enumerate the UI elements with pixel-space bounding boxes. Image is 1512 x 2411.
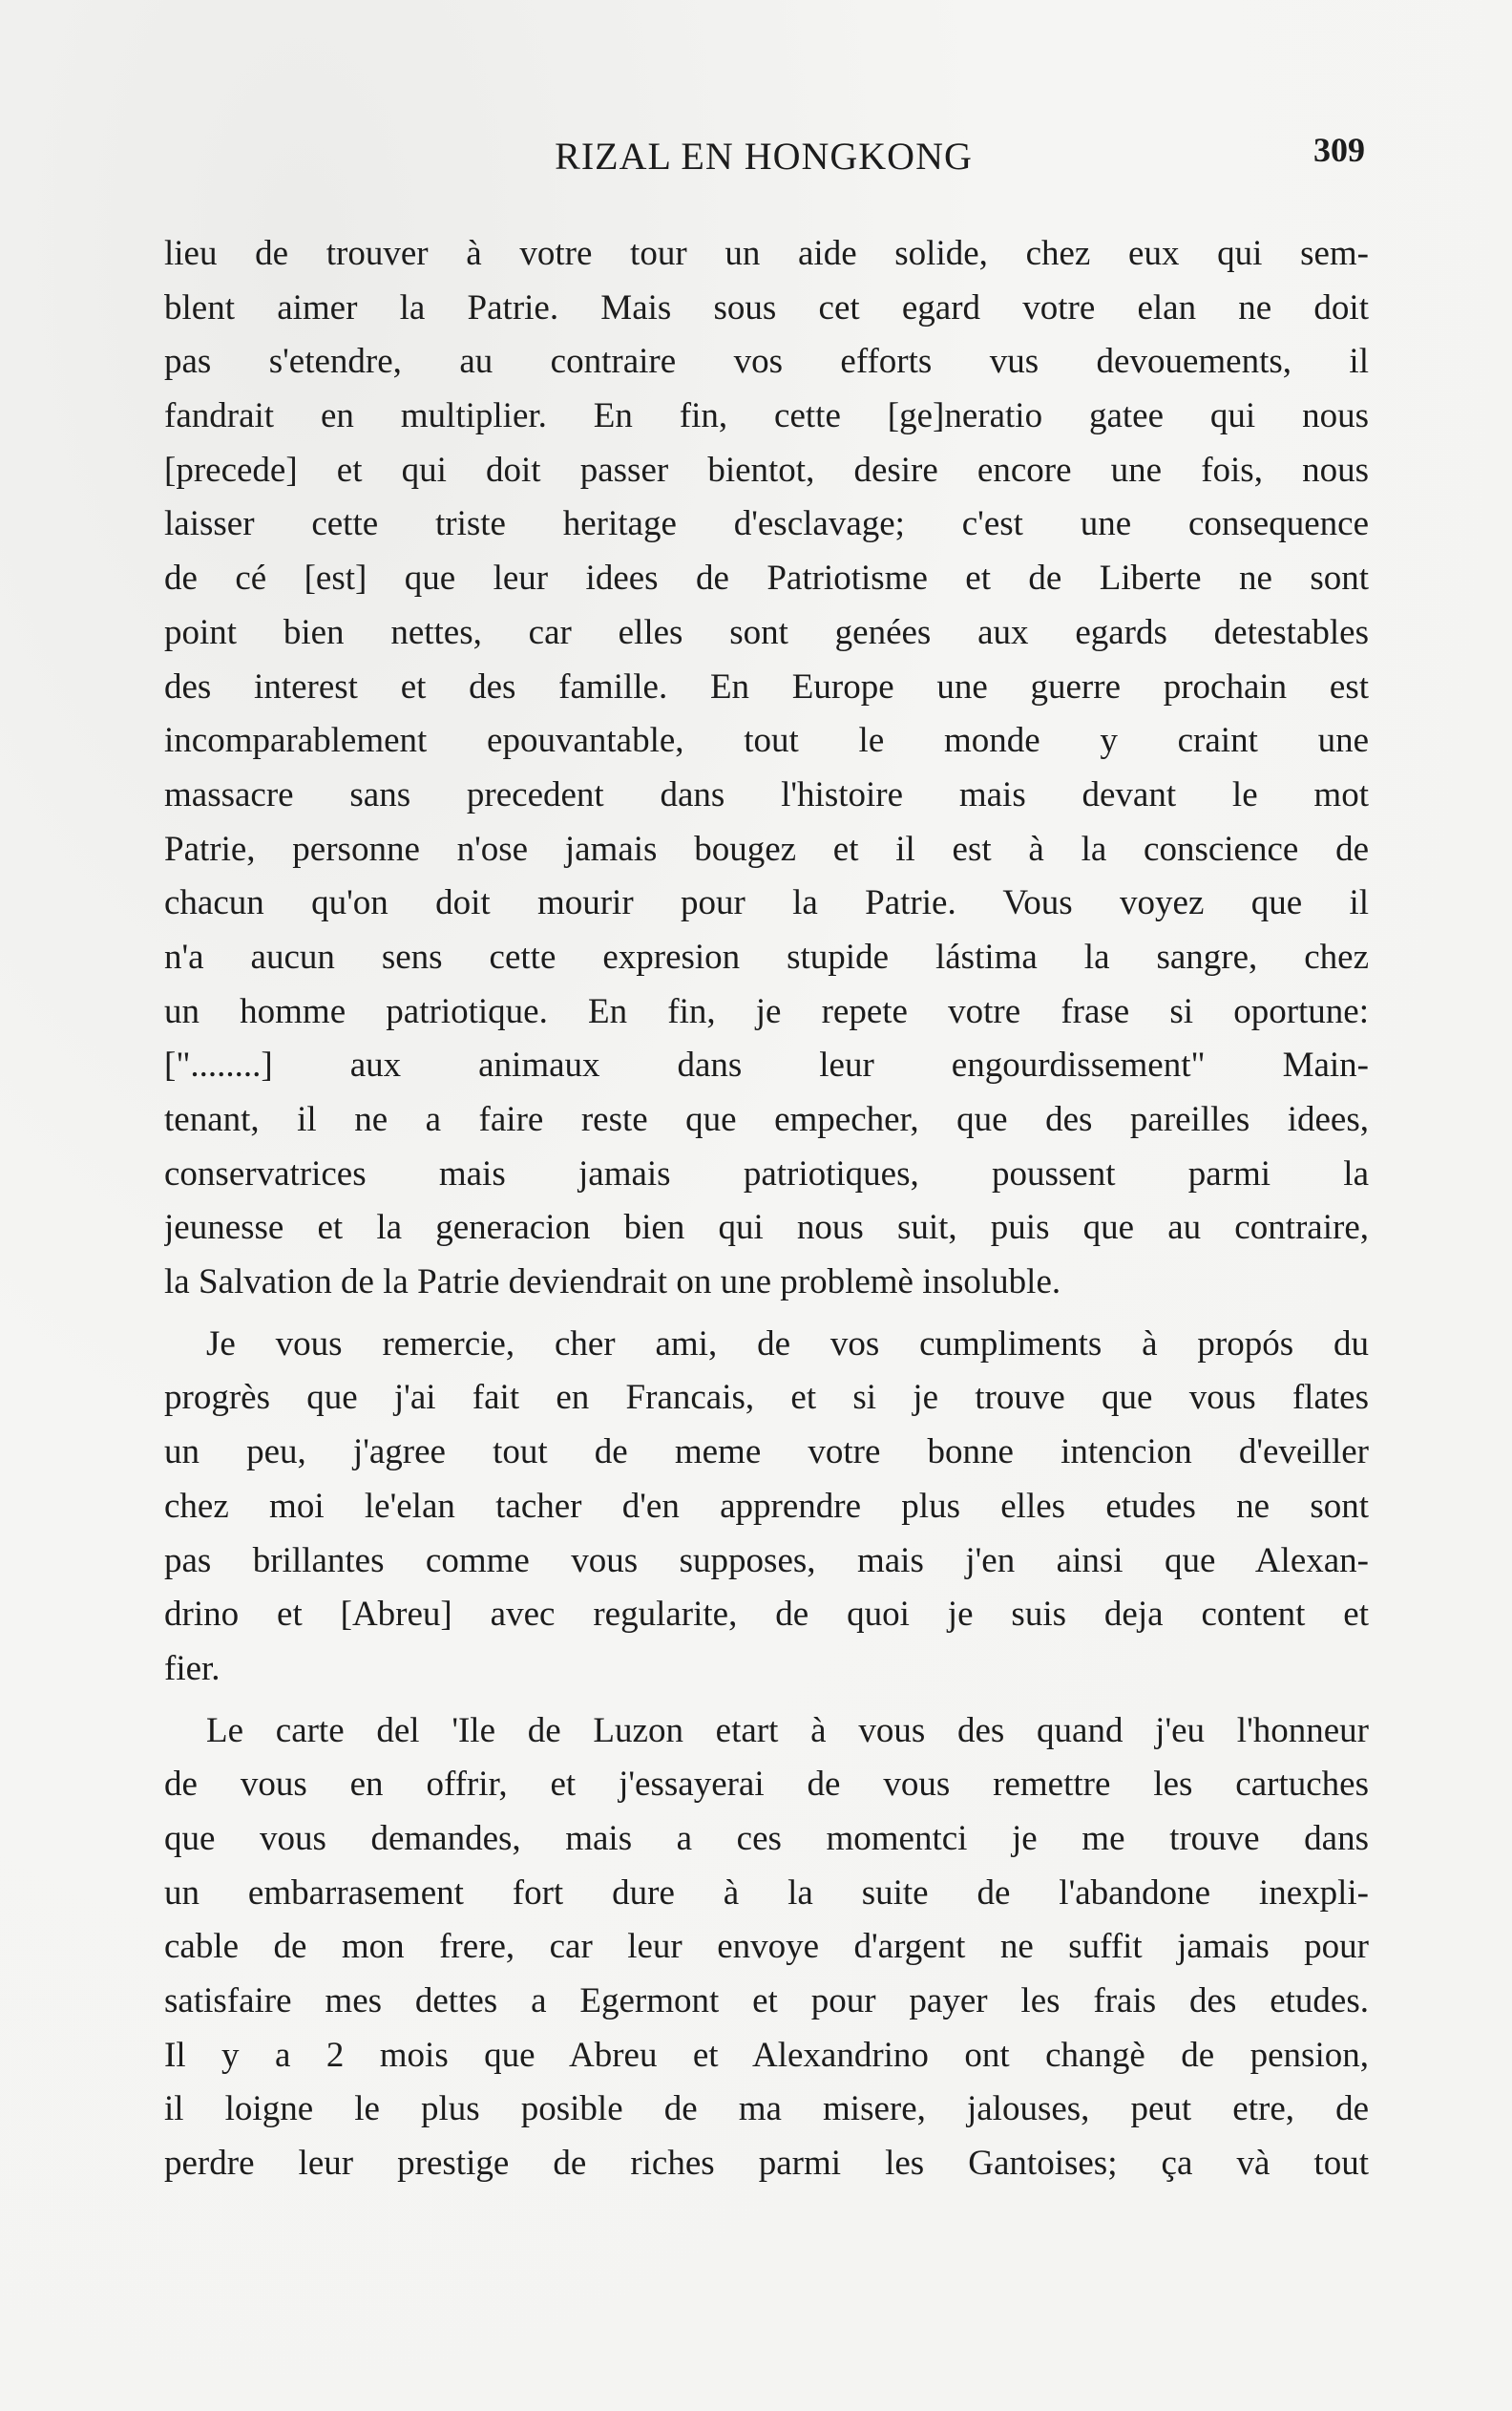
body-text — [164, 227, 1369, 2191]
text-line: pas brillantes comme vous supposes, mais j'en ainsi que Alexan- — [164, 1540, 1369, 1580]
text-line: progrès que j'ai fait en Francais, et si je trouve que vous flates — [164, 1378, 1369, 1418]
text-line: un peu, j'agree tout de meme votre bonne intencion d'eveiller — [164, 1432, 1369, 1472]
page-header — [162, 124, 1365, 181]
text-line: tenant, il ne a faire reste que empecher, que des pareilles idees, — [164, 1100, 1369, 1139]
text-line: cable de mon frere, car leur envoye d'argent ne suffit jamais pour — [164, 1927, 1369, 1967]
text-line: blent aimer la Patrie. Mais sous cet egard votre elan ne doit — [164, 287, 1369, 328]
text-line: [precede] et qui doit passer bientot, desire encore une fois, nous — [164, 450, 1369, 490]
paragraph-start-line: Je vous remercie, cher ami, de vos cumpliments à propós du — [206, 1323, 1369, 1364]
text-line: un homme patriotique. En fin, je repete votre frase si oportune: — [164, 991, 1369, 1031]
text-line: fandrait en multiplier. En fin, cette [ge]neratio gatee qui nous — [164, 396, 1369, 436]
text-line: ["........] aux animaux dans leur engourdissement" Main- — [164, 1046, 1369, 1086]
text-line: de vous en offrir, et j'essayerai de vous remettre les cartuches — [164, 1765, 1369, 1805]
text-line: Il y a 2 mois que Abreu et Alexandrino ont changè de pension, — [164, 2035, 1369, 2075]
text-line: n'a aucun sens cette expresion stupide lástima la sangre, chez — [164, 937, 1369, 977]
text-line: chez moi le'elan tacher d'en apprendre plus elles etudes ne sont — [164, 1486, 1369, 1526]
text-line: massacre sans precedent dans l'histoire mais devant le mot — [164, 774, 1369, 814]
text-line: drino et [Abreu] avec regularite, de quoi je suis deja content et — [164, 1595, 1369, 1635]
text-line: que vous demandes, mais a ces momentci je me trouve dans — [164, 1818, 1369, 1858]
text-line: des interest et des famille. En Europe une guerre prochain est — [164, 666, 1369, 707]
text-line: perdre leur prestige de riches parmi les Gantoises; ça và tout — [164, 2144, 1369, 2184]
text-line: la Salvation de la Patrie deviendrait on une problemè insoluble. — [164, 1262, 1061, 1302]
page-number: 309 — [1313, 131, 1365, 169]
text-line: Patrie, personne n'ose jamais bougez et il est à la conscience de — [164, 829, 1369, 869]
text-line: un embarrasement fort dure à la suite de l'abandone inexpli- — [164, 1872, 1369, 1913]
running-title: RIZAL EN HONGKONG — [555, 135, 973, 178]
text-line: fier. — [164, 1648, 220, 1688]
paragraph-start-line: Le carte del 'Ile de Luzon etart à vous des quand j'eu l'honneur — [206, 1710, 1369, 1750]
text-line: conservatrices mais jamais patriotiques, poussent parmi la — [164, 1153, 1369, 1194]
text-line: jeunesse et la generacion bien qui nous suit, puis que au contraire, — [164, 1208, 1369, 1248]
text-line: satisfaire mes dettes a Egermont et pour payer les frais des etudes. — [164, 1981, 1369, 2020]
text-line: de cé [est] que leur idees de Patriotisme et de Liberte ne sont — [164, 559, 1369, 599]
text-line: lieu de trouver à votre tour un aide solide, chez eux qui sem- — [164, 234, 1369, 273]
text-line: pas s'etendre, au contraire vos efforts vus devouements, il — [164, 342, 1369, 382]
text-line: chacun qu'on doit mourir pour la Patrie. Vous voyez que il — [164, 883, 1369, 923]
text-line: point bien nettes, car elles sont genées aux egards detestables — [164, 612, 1369, 652]
text-line: il loigne le plus posible de ma misere, jalouses, peut etre, de — [164, 2089, 1369, 2129]
text-line: incomparablement epouvantable, tout le monde y craint une — [164, 721, 1369, 761]
text-line: laisser cette triste heritage d'esclavage; c'est une consequence — [164, 504, 1369, 544]
